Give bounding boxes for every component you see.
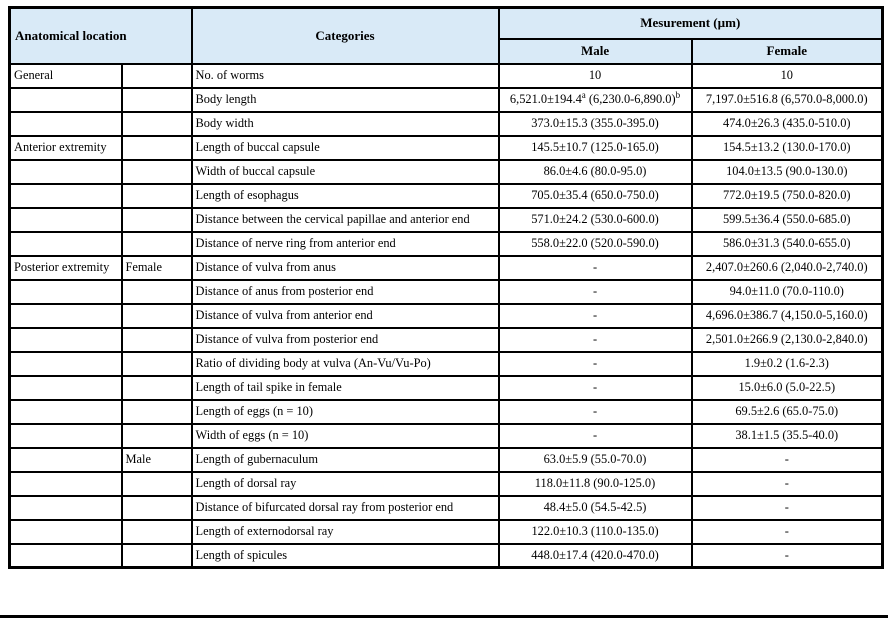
male-value-cell: - [499, 328, 692, 352]
anatomical-location-cell [10, 304, 122, 328]
category-cell: Length of dorsal ray [192, 472, 499, 496]
anatomical-location-cell: General [10, 64, 122, 88]
sex-group-cell [122, 88, 192, 112]
sex-group-cell [122, 184, 192, 208]
header-row-1 [10, 8, 883, 39]
female-value-cell: - [692, 472, 883, 496]
male-value-cell: 373.0±15.3 (355.0-395.0) [499, 112, 692, 136]
header-male: Male [499, 39, 692, 64]
male-value-cell: 558.0±22.0 (520.0-590.0) [499, 232, 692, 256]
table-row [10, 328, 883, 352]
male-value-cell: 63.0±5.9 (55.0-70.0) [499, 448, 692, 472]
category-cell: No. of worms [192, 64, 499, 88]
category-cell: Ratio of dividing body at vulva (An-Vu/Vu-Po) [192, 352, 499, 376]
category-cell: Distance of vulva from anus [192, 256, 499, 280]
male-value-cell: 448.0±17.4 (420.0-470.0) [499, 544, 692, 568]
table-row [10, 496, 883, 520]
male-value-cell: 48.4±5.0 (54.5-42.5) [499, 496, 692, 520]
category-cell: Length of gubernaculum [192, 448, 499, 472]
category-cell: Distance of nerve ring from anterior end [192, 232, 499, 256]
table-row [10, 280, 883, 304]
female-value-cell: 154.5±13.2 (130.0-170.0) [692, 136, 883, 160]
category-cell: Width of eggs (n = 10) [192, 424, 499, 448]
category-cell: Body width [192, 112, 499, 136]
table-row [10, 472, 883, 496]
anatomical-location-cell [10, 112, 122, 136]
female-value-cell: 772.0±19.5 (750.0-820.0) [692, 184, 883, 208]
male-value-cell: 10 [499, 64, 692, 88]
category-cell: Distance of anus from posterior end [192, 280, 499, 304]
sex-group-cell [122, 64, 192, 88]
anatomical-location-cell [10, 88, 122, 112]
table-row [10, 160, 883, 184]
sex-group-cell [122, 400, 192, 424]
table-row [10, 400, 883, 424]
table-row [10, 112, 883, 136]
table-row [10, 544, 883, 568]
anatomical-location-cell [10, 352, 122, 376]
female-value-cell: 474.0±26.3 (435.0-510.0) [692, 112, 883, 136]
anatomical-location-cell [10, 328, 122, 352]
male-value-cell: 571.0±24.2 (530.0-600.0) [499, 208, 692, 232]
female-value-cell: - [692, 496, 883, 520]
category-cell: Length of externodorsal ray [192, 520, 499, 544]
anatomical-location-cell [10, 280, 122, 304]
table-row [10, 64, 883, 88]
header-categories: Categories [192, 8, 499, 64]
male-value-cell: 122.0±10.3 (110.0-135.0) [499, 520, 692, 544]
category-cell: Distance of bifurcated dorsal ray from posterior end [192, 496, 499, 520]
anatomical-location-cell: Anterior extremity [10, 136, 122, 160]
female-value-cell: 2,407.0±260.6 (2,040.0-2,740.0) [692, 256, 883, 280]
female-value-cell: 104.0±13.5 (90.0-130.0) [692, 160, 883, 184]
header-measurement-group: Mesurement (µm) [499, 8, 883, 39]
male-value-cell: - [499, 256, 692, 280]
female-value-cell: 15.0±6.0 (5.0-22.5) [692, 376, 883, 400]
table-row [10, 88, 883, 112]
sex-group-cell [122, 232, 192, 256]
table-row [10, 520, 883, 544]
sex-group-cell [122, 280, 192, 304]
male-value-cell: - [499, 304, 692, 328]
table-row [10, 184, 883, 208]
male-value-cell: 145.5±10.7 (125.0-165.0) [499, 136, 692, 160]
category-cell: Length of tail spike in female [192, 376, 499, 400]
table-row [10, 208, 883, 232]
category-cell: Length of spicules [192, 544, 499, 568]
male-value-cell: - [499, 424, 692, 448]
anatomical-location-cell: Posterior extremity [10, 256, 122, 280]
sex-group-cell [122, 376, 192, 400]
header-female: Female [692, 39, 883, 64]
anatomical-location-cell [10, 496, 122, 520]
table-body [10, 64, 883, 568]
category-cell: Body length [192, 88, 499, 112]
anatomical-location-cell [10, 544, 122, 568]
measurement-table [8, 6, 884, 569]
category-cell: Length of esophagus [192, 184, 499, 208]
female-value-cell: 599.5±36.4 (550.0-685.0) [692, 208, 883, 232]
male-value-cell: 118.0±11.8 (90.0-125.0) [499, 472, 692, 496]
female-value-cell: 10 [692, 64, 883, 88]
table-row [10, 232, 883, 256]
sex-group-cell [122, 304, 192, 328]
sex-group-cell [122, 472, 192, 496]
table-row [10, 256, 883, 280]
anatomical-location-cell [10, 520, 122, 544]
sex-group-cell [122, 424, 192, 448]
category-cell: Length of buccal capsule [192, 136, 499, 160]
female-value-cell: 69.5±2.6 (65.0-75.0) [692, 400, 883, 424]
male-value-cell: - [499, 280, 692, 304]
sex-group-cell [122, 160, 192, 184]
sex-group-cell [122, 208, 192, 232]
anatomical-location-cell [10, 472, 122, 496]
sex-group-cell [122, 328, 192, 352]
male-value-cell: - [499, 400, 692, 424]
anatomical-location-cell [10, 424, 122, 448]
sex-group-cell [122, 520, 192, 544]
header-anatomical-location: Anatomical location [10, 8, 192, 64]
male-value-cell: - [499, 352, 692, 376]
female-value-cell: - [692, 448, 883, 472]
table-row [10, 304, 883, 328]
anatomical-location-cell [10, 448, 122, 472]
table-row [10, 376, 883, 400]
female-value-cell: 1.9±0.2 (1.6-2.3) [692, 352, 883, 376]
category-cell: Length of eggs (n = 10) [192, 400, 499, 424]
anatomical-location-cell [10, 376, 122, 400]
footnote-marker: b [675, 89, 681, 100]
female-value-cell: 2,501.0±266.9 (2,130.0-2,840.0) [692, 328, 883, 352]
sex-group-cell [122, 544, 192, 568]
table-row [10, 448, 883, 472]
anatomical-location-cell [10, 208, 122, 232]
sex-group-cell [122, 352, 192, 376]
female-value-cell: - [692, 520, 883, 544]
category-cell: Distance of vulva from anterior end [192, 304, 499, 328]
anatomical-location-cell [10, 400, 122, 424]
female-value-cell: - [692, 544, 883, 568]
sex-group-cell [122, 496, 192, 520]
anatomical-location-cell [10, 184, 122, 208]
category-cell: Distance between the cervical papillae and anterior end [192, 208, 499, 232]
table-header [10, 8, 883, 64]
table-row [10, 352, 883, 376]
anatomical-location-cell [10, 232, 122, 256]
anatomical-location-cell [10, 160, 122, 184]
sex-group-cell: Male [122, 448, 192, 472]
female-value-cell: 4,696.0±386.7 (4,150.0-5,160.0) [692, 304, 883, 328]
male-value-cell: 705.0±35.4 (650.0-750.0) [499, 184, 692, 208]
male-value-cell: - [499, 376, 692, 400]
female-value-cell: 94.0±11.0 (70.0-110.0) [692, 280, 883, 304]
sex-group-cell [122, 136, 192, 160]
table-row [10, 424, 883, 448]
female-value-cell: 586.0±31.3 (540.0-655.0) [692, 232, 883, 256]
male-value-cell: 86.0±4.6 (80.0-95.0) [499, 160, 692, 184]
sex-group-cell: Female [122, 256, 192, 280]
bottom-rule [0, 615, 888, 618]
sex-group-cell [122, 112, 192, 136]
category-cell: Distance of vulva from posterior end [192, 328, 499, 352]
table-row [10, 136, 883, 160]
female-value-cell: 7,197.0±516.8 (6,570.0-8,000.0) [692, 88, 883, 112]
male-value-cell: 6,521.0±194.4$^a$ $(6,230.0-6,890.0)^b$ [499, 88, 692, 112]
category-cell: Width of buccal capsule [192, 160, 499, 184]
female-value-cell: 38.1±1.5 (35.5-40.0) [692, 424, 883, 448]
footnote-marker: a [581, 89, 586, 100]
